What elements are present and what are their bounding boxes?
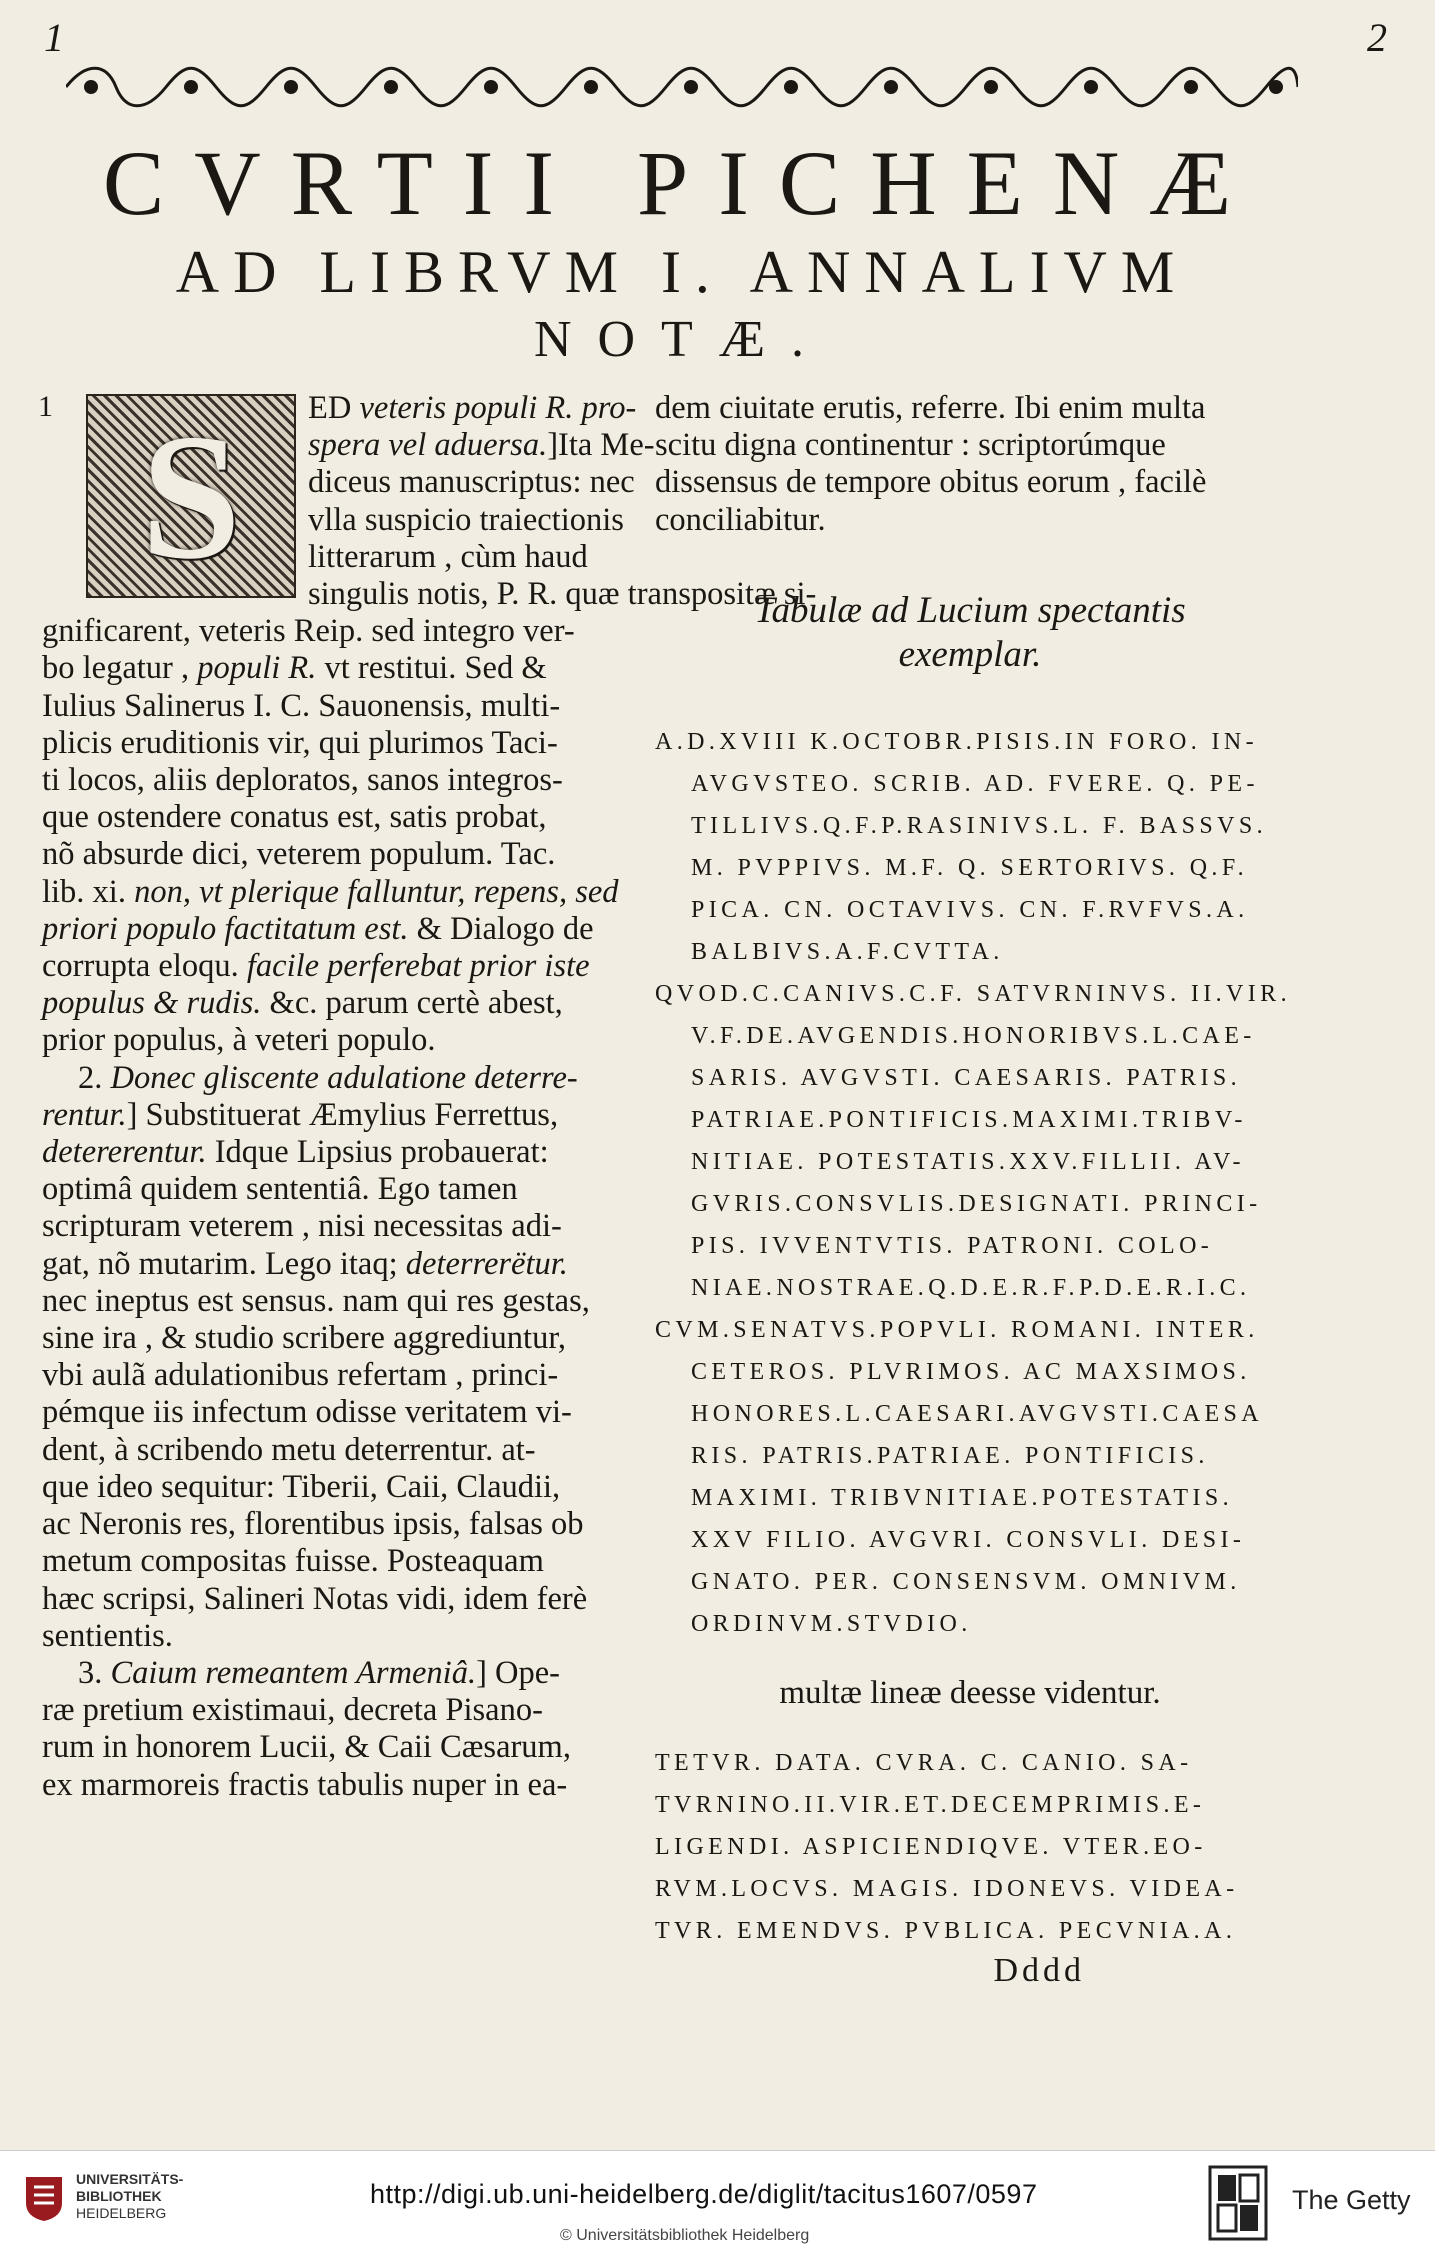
text-line — [42, 650, 622, 687]
text-run: gnificarent, veteris Reip. sed integro ver- — [42, 613, 575, 650]
inscription-line: GNATO. PER. CONSENSVM. OMNIVM. — [691, 1568, 1241, 1595]
text-run: gat, nõ mutarim. Lego itaq; — [42, 1245, 406, 1282]
decorated-initial — [86, 394, 296, 598]
text-run: sine ira , & studio scribere aggrediuntur, — [42, 1320, 566, 1357]
right-column — [655, 390, 1291, 1990]
dropcap-letter: S — [140, 396, 242, 596]
text-run: Idque Lipsius probauerat: — [206, 1134, 549, 1171]
inscription-line: CETEROS. PLVRIMOS. AC MAXSIMOS. — [691, 1358, 1251, 1385]
text-line — [42, 1022, 622, 1059]
text-run: populi R. — [197, 650, 317, 687]
inscription-line: HONORES.L.CAESARI.AVGVSTI.CAESA — [691, 1400, 1263, 1427]
library-line-2: BIBLIOTHEK — [76, 2188, 162, 2204]
inscription-line: TILLIVS.Q.F.P.RASINIVS.L. F. BASSVS. — [691, 812, 1267, 839]
text-line — [42, 1060, 622, 1097]
text-run: ]Ita Me- — [547, 427, 655, 464]
note-number-1: 1 — [38, 390, 53, 423]
text-run: E — [308, 390, 328, 426]
inscription-line: ORDINVM.STVDIO. — [691, 1610, 972, 1637]
text-run: corrupta eloqu. — [42, 948, 247, 985]
text-run: & Dialogo de — [408, 910, 594, 947]
page-number-left: 1 — [44, 15, 64, 60]
text-line: dissensus de tempore obitus eorum , facilè — [655, 464, 1207, 501]
text-run: bo legatur , — [42, 650, 198, 687]
inscription-line: BALBIVS.A.F.CVTTA. — [691, 938, 1004, 965]
inscription-line: V.F.DE.AVGENDIS.HONORIBVS.L.CAE- — [691, 1022, 1256, 1049]
inscription-line: XXV FILIO. AVGVRI. CONSVLI. DESI- — [691, 1526, 1246, 1553]
text-run: 2. — [78, 1059, 111, 1096]
title-line-2: AD LIBRVM I. ANNALIVM — [175, 239, 1189, 305]
text-run: deterrerëtur. — [405, 1245, 568, 1282]
text-run: ex marmoreis fractis tabulis nuper in ea- — [42, 1766, 568, 1803]
text-run: vlla suspicio traiectionis — [308, 501, 624, 538]
inscription-line: PIS. IVVENTVTIS. PATRONI. COLO- — [691, 1232, 1214, 1259]
inscription-line: GVRIS.CONSVLIS.DESIGNATI. PRINCI- — [691, 1190, 1262, 1217]
text-run: scripturam veterem , nisi necessitas adi- — [42, 1208, 562, 1245]
inscription-line: A.D.XVIII K.OCTOBR.PISIS.IN FORO. IN- — [655, 728, 1259, 755]
inscription-heading-line-2: exemplar. — [898, 633, 1042, 675]
permalink[interactable]: http://digi.ub.uni-heidelberg.de/diglit/tacitus1607/0597 — [370, 2179, 1038, 2209]
text-line — [42, 1469, 622, 1506]
inscription-line: RVM.LOCVS. MAGIS. IDONEVS. VIDEA- — [655, 1875, 1239, 1902]
text-run: priori populo factitatum est. — [42, 910, 409, 947]
inscription-heading-line-1: Tabulæ ad Lucium spectantis — [754, 589, 1186, 631]
text-line — [42, 1208, 622, 1245]
text-line — [42, 948, 622, 985]
inscription-heading — [655, 589, 1285, 677]
text-run: D — [327, 390, 360, 426]
inscription-line: NIAE.NOSTRAE.Q.D.E.R.F.P.D.E.R.I.C. — [691, 1274, 1251, 1301]
inscription-line: PICA. CN. OCTAVIVS. CN. F.RVFVS.A. — [691, 896, 1249, 923]
text-run: litterarum , cùm haud — [308, 538, 588, 575]
text-run: Iulius Salinerus I. C. Sauonensis, multi- — [42, 687, 561, 724]
text-line — [42, 762, 622, 799]
text-line — [42, 1581, 622, 1618]
inscription-text-1 — [655, 721, 1291, 1645]
text-run: 3. — [78, 1654, 111, 1691]
text-run: rum in honorem Lucii, & Caii Cæsarum, — [42, 1729, 571, 1766]
text-line — [42, 1246, 622, 1283]
text-line — [42, 911, 622, 948]
getty-logo-icon — [1208, 2165, 1268, 2241]
text-run: pémque iis infectum odisse veritatem vi- — [42, 1394, 572, 1431]
text-run: Donec gliscente adulatione deterre- — [110, 1059, 578, 1096]
text-line — [42, 985, 622, 1022]
text-line — [42, 1097, 622, 1134]
text-line — [42, 688, 622, 725]
text-line — [42, 799, 622, 836]
text-line — [42, 1320, 622, 1357]
text-run: nõ absurde dici, veterem populum. Tac. — [42, 836, 556, 873]
inscription-line: LIGENDI. ASPICIENDIQVE. VTER.EO- — [655, 1833, 1207, 1860]
text-run: detererentur. — [42, 1134, 207, 1171]
text-run: rentur. — [42, 1096, 127, 1133]
text-line: scitu digna continentur : scriptorúmque — [655, 427, 1166, 464]
text-line — [42, 1134, 622, 1171]
text-line — [42, 725, 622, 762]
title-line-1: CVRTII PICHENÆ — [102, 132, 1262, 234]
text-run: spera vel aduersa. — [308, 427, 548, 464]
text-line — [42, 1283, 622, 1320]
text-line — [42, 1618, 622, 1655]
text-run: hæc scripsi, Salineri Notas vidi, idem ferè — [42, 1580, 588, 1617]
inscription-line: SARIS. AVGVSTI. CAESARIS. PATRIS. — [691, 1064, 1241, 1091]
text-run: nec ineptus est sensus. nam qui res gestas, — [42, 1282, 590, 1319]
lacuna-note: multæ lineæ deesse videntur. — [779, 1674, 1161, 1711]
decorative-headband — [66, 62, 1298, 112]
inscription-line: QVOD.C.CANIVS.C.F. SATVRNINVS. II.VIR. — [655, 980, 1291, 1007]
text-run: lib. xi. — [42, 873, 135, 910]
text-line — [42, 613, 622, 650]
inscription-line: M. PVPPIVS. M.F. Q. SERTORIVS. Q.F. — [691, 854, 1249, 881]
page-number-right: 2 — [1367, 15, 1387, 60]
text-run: plicis eruditionis vir, qui plurimos Taci- — [42, 724, 558, 761]
text-run: sentientis. — [42, 1617, 173, 1654]
text-run: ] Substituerat Æmylius Ferrettus, — [126, 1096, 559, 1133]
text-line: conciliabitur. — [655, 501, 826, 538]
text-line — [42, 1506, 622, 1543]
text-line — [42, 1357, 622, 1394]
text-run: que ideo sequitur: Tiberii, Caii, Claudii, — [42, 1468, 561, 1505]
text-run: Caium remeantem Armeniâ. — [110, 1654, 477, 1691]
text-run: metum compositas fuisse. Posteaquam — [42, 1543, 544, 1580]
inscription-line: MAXIMI. TRIBVNITIAE.POTESTATIS. — [691, 1484, 1234, 1511]
inscription-text-2 — [655, 1742, 1285, 1952]
text-line — [42, 1171, 622, 1208]
text-run: ] Ope- — [476, 1654, 560, 1691]
inscription-line: AVGVSTEO. SCRIB. AD. FVERE. Q. PE- — [691, 770, 1259, 797]
signature-mark: Dddd — [993, 1951, 1085, 1989]
text-line — [42, 1692, 622, 1729]
inscription-line: NITIAE. POTESTATIS.XXV.FILLII. AV- — [691, 1148, 1245, 1175]
inscription-line: PATRIAE.PONTIFICIS.MAXIMI.TRIBV- — [691, 1106, 1247, 1133]
text-line — [42, 1432, 622, 1469]
text-run: vbi aulã adulationibus refertam , princi- — [42, 1357, 559, 1394]
text-run: que ostendere conatus est, satis probat, — [42, 799, 547, 836]
sponsor-name: The Getty — [1292, 2185, 1411, 2215]
copyright-notice: © Universitätsbibliothek Heidelberg — [560, 2227, 810, 2244]
viewer-footer — [0, 2150, 1435, 2256]
library-name — [76, 2171, 183, 2222]
text-run: veteris populi R. pro- — [359, 390, 637, 426]
text-run: ræ pretium existimaui, decreta Pisano- — [42, 1692, 543, 1729]
text-run: optimâ quidem sententiâ. Ego tamen — [42, 1171, 518, 1208]
text-run: populus & rudis. — [42, 985, 262, 1022]
text-line — [42, 1543, 622, 1580]
text-line — [42, 1655, 622, 1692]
inscription-line: CVM.SENATVS.POPVLI. ROMANI. INTER. — [655, 1316, 1259, 1343]
inscription-line: RIS. PATRIS.PATRIAE. PONTIFICIS. — [691, 1442, 1209, 1469]
text-run: prior populus, à veteri populo. — [42, 1022, 436, 1059]
right-column-text — [655, 390, 1285, 539]
text-run: vt restitui. Sed & — [316, 650, 547, 687]
text-line: dem ciuitate erutis, referre. Ibi enim multa — [655, 390, 1206, 426]
university-seal-icon — [22, 2173, 66, 2223]
library-line-3: HEIDELBERG — [76, 2205, 167, 2221]
title-line-3: NOTÆ. — [533, 311, 831, 368]
text-run: facile perferebat prior iste — [246, 948, 590, 985]
text-line — [42, 836, 622, 873]
text-run: non, vt plerique falluntur, repens, sed — [134, 873, 619, 910]
text-line — [42, 874, 622, 911]
inscription-line: TVRNINO.II.VIR.ET.DECEMPRIMIS.E- — [655, 1791, 1206, 1818]
text-run: diceus manuscriptus: nec — [308, 464, 635, 501]
text-run: &c. parum certè abest, — [261, 985, 563, 1022]
library-line-1: UNIVERSITÄTS- — [76, 2171, 184, 2187]
text-run: dent, à scribendo metu deterrentur. at- — [42, 1431, 536, 1468]
inscription-line: TVR. EMENDVS. PVBLICA. PECVNIA.A. — [655, 1917, 1237, 1944]
text-run: ac Neronis res, florentibus ipsis, falsas ob — [42, 1506, 584, 1543]
text-line — [42, 1767, 622, 1804]
text-line — [42, 1729, 622, 1766]
text-line — [42, 1394, 622, 1431]
text-run: singulis notis, P. R. quæ transpositæ si- — [308, 576, 817, 613]
text-run: ti locos, aliis deploratos, sanos integros- — [42, 762, 563, 799]
inscription-line: TETVR. DATA. CVRA. C. CANIO. SA- — [655, 1749, 1193, 1776]
